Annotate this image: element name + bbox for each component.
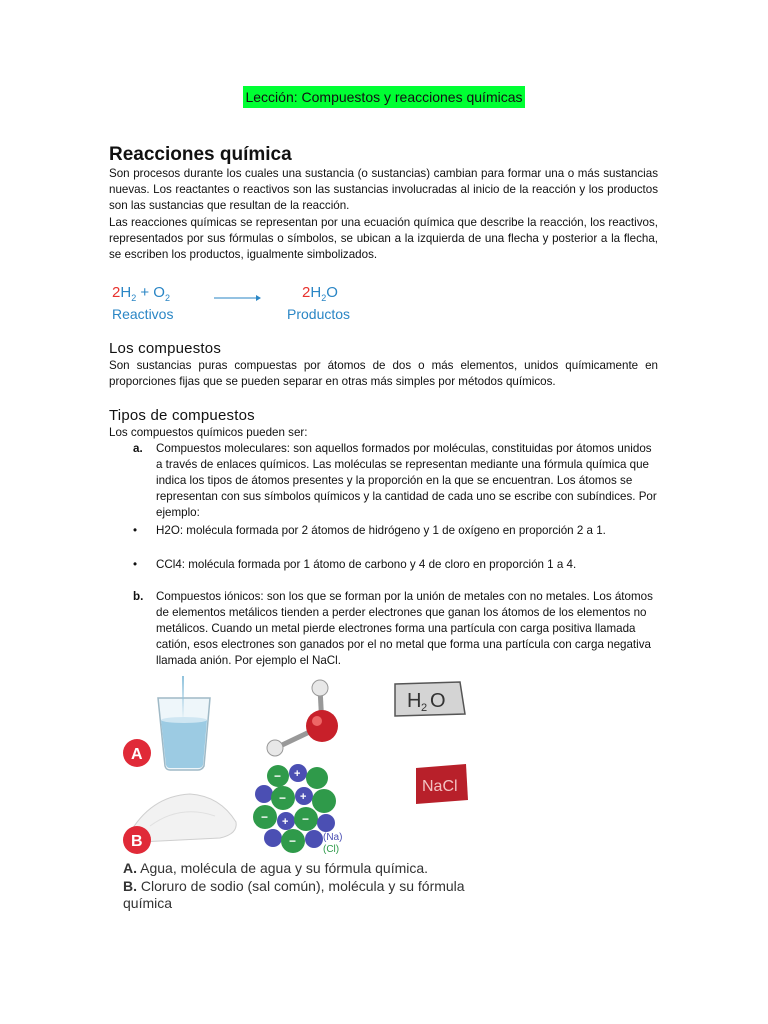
product-coefficient: 2 [302,284,311,301]
reacciones-paragraph-1: Son procesos durante los cuales una sustancia (o sustancias) cambian para formar una o más sustancias nuevas. Los reactantes o reactivos son las sustancias involucradas al inicio de la reacción y los productos son las sustancias que resultan de la reacción. [109,167,658,212]
nacl-formula-sign-icon [416,764,468,804]
equation-products [302,284,338,303]
label-a: A [131,746,143,763]
title-row [0,86,768,108]
bullet-icon: • [133,524,138,537]
tipos-intro: Los compuestos químicos pueden ser: [109,426,308,439]
reactant-o: + O [136,284,165,301]
product-h-subscript: 2 [321,293,327,303]
equation-reactants [112,284,170,303]
reactivos-label: Reactivos [112,306,174,322]
water-molecule-icon [267,680,338,756]
reactant-h: H [120,284,132,301]
legend-cl: (Cl) [323,844,340,855]
caption-a-marker: A. [123,860,137,876]
list-marker-b: b. [133,590,144,603]
legend-na: (Na) [323,832,343,843]
sign-o: O [430,690,446,712]
h2o-bullet-text: H2O: molécula formada por 2 átomos de hidrógeno y 1 de oxígeno en proporción 2 a 1. [156,524,606,537]
water-glass-icon [158,676,210,770]
reaction-arrow-icon [214,294,262,302]
h2o-formula-sign-icon [395,682,465,716]
product-h: H [310,284,322,301]
caption-a-text: Agua, molécula de agua y su fórmula química. [137,860,429,876]
productos-label: Productos [287,306,351,322]
nacl-sign-text: NaCl [422,778,458,795]
crystal-minus-3: − [261,810,269,824]
chemical-equation [112,284,412,324]
reactant-o-subscript: 2 [164,293,170,303]
lesson-title: Lección: Compuestos y reacciones químicas [243,86,524,108]
ionic-text: Compuestos iónicos: son los que se forman por la unión de metales con no metales. Los átomos de elementos metálicos tienden a perder electrones que ganan los átomos de los elementos no metálicos. Cuando un metal pierde electrones forma una partícula con carga positiva llamada catión, esos electrones son ganados por el no metal que forma una partícula con carga negativa llamada anión. Por ejemplo el NaCl. [156,590,653,667]
compuestos-paragraph: Son sustancias puras compuestas por átomos de dos o más elementos, unidos químicamente en proporciones fijas que se pueden separar en otras más simples por métodos químicos. [109,359,658,388]
caption-a [123,860,503,877]
molecular-text: Compuestos moleculares: son aquellos formados por moléculas, constituidas por átomos unidos a través de enlaces químicos. Las moléculas se representan mediante una fórmula química que indica los tipos de átomos presentes y la proporción en la que se encuentran. Los átomos se representan con sus símbolos químicos y la cantidad de cada uno se escribe con subíndices. Por ejemplo: [156,442,657,519]
list-marker-a: a. [133,442,143,455]
bullet-icon: • [133,558,138,571]
crystal-plus-3: + [282,816,289,828]
tipos-heading: Tipos de compuestos [109,407,255,424]
compuestos-heading: Los compuestos [109,340,222,357]
illustration-graphics [120,676,490,856]
sign-h: H [407,690,422,712]
caption-b-text: Cloruro de sodio (sal común), molécula y su fórmula química [123,878,465,911]
crystal-plus-1: + [294,768,301,780]
ccl4-bullet-text: CCl4: molécula formada por 1 átomo de carbono y 4 de cloro en proporción 1 a 4. [156,558,577,571]
label-b: B [131,833,143,850]
sign-sub: 2 [421,702,428,714]
crystal-minus-1: − [274,769,282,783]
crystal-plus-2: + [300,791,307,803]
product-o: O [326,284,338,301]
reactant-coefficient: 2 [112,284,121,301]
reacciones-paragraph-2: Las reacciones químicas se representan por una ecuación química que describe la reacción, los reactivos, representados por sus fórmulas o símbolos, se ubican a la izquierda de una flecha y posterior a la flecha, se escriben los productos, igualmente simbolizados. [109,216,658,261]
crystal-minus-4: − [302,812,310,826]
crystal-minus-2: − [279,791,287,805]
caption-b-marker: B. [123,878,137,894]
reactant-h-subscript: 2 [131,293,137,303]
caption-b [123,878,503,912]
crystal-minus-5: − [289,834,297,848]
reacciones-heading: Reacciones química [109,144,292,165]
